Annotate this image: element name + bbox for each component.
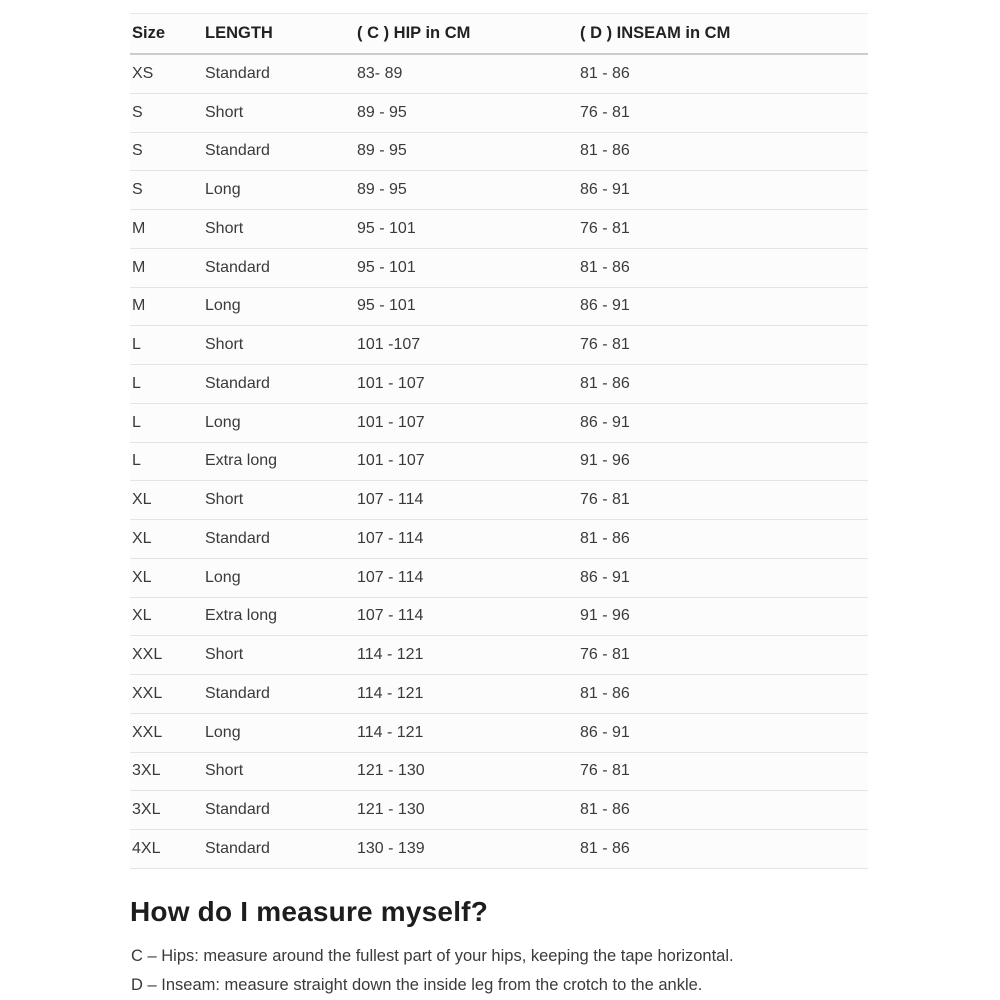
table-body — [130, 55, 868, 869]
cell-hip: 101 - 107 — [357, 374, 425, 392]
cell-hip: 107 - 114 — [357, 529, 424, 547]
cell-size: XS — [132, 64, 154, 82]
cell-length: Standard — [205, 801, 270, 819]
table-row — [130, 598, 868, 637]
table-row — [130, 443, 868, 482]
cell-length: Long — [205, 297, 241, 315]
cell-inseam: 81 - 86 — [580, 839, 630, 857]
cell-length: Short — [205, 762, 244, 780]
table-row — [130, 249, 868, 288]
cell-inseam: 91 - 96 — [580, 607, 630, 625]
cell-hip: 107 - 114 — [357, 568, 424, 586]
cell-hip: 89 - 95 — [357, 103, 407, 121]
cell-length: Standard — [205, 839, 270, 857]
cell-inseam: 86 - 91 — [580, 568, 630, 586]
cell-hip: 107 - 114 — [357, 491, 424, 509]
cell-inseam: 76 - 81 — [580, 491, 630, 509]
cell-hip: 130 - 139 — [357, 839, 425, 857]
cell-size: M — [132, 297, 146, 315]
table-row — [130, 326, 868, 365]
cell-size: L — [132, 452, 141, 470]
cell-size: XL — [132, 568, 152, 586]
table-row — [130, 55, 868, 94]
table-row — [130, 133, 868, 172]
cell-inseam: 86 - 91 — [580, 413, 630, 431]
cell-inseam: 91 - 96 — [580, 452, 630, 470]
cell-inseam: 81 - 86 — [580, 801, 630, 819]
cell-hip: 114 - 121 — [357, 723, 424, 741]
cell-size: 3XL — [132, 762, 161, 780]
cell-hip: 114 - 121 — [357, 646, 424, 664]
cell-size: XL — [132, 529, 152, 547]
cell-size: S — [132, 103, 143, 121]
cell-length: Short — [205, 219, 244, 237]
column-header-inseam: ( D ) INSEAM in CM — [580, 24, 731, 42]
cell-hip: 121 - 130 — [357, 762, 425, 780]
table-row — [130, 171, 868, 210]
table-row — [130, 675, 868, 714]
cell-length: Long — [205, 723, 241, 741]
table-row — [130, 404, 868, 443]
table-row — [130, 791, 868, 830]
cell-size: M — [132, 219, 146, 237]
cell-length: Short — [205, 646, 244, 664]
cell-hip: 95 - 101 — [357, 297, 416, 315]
cell-inseam: 76 - 81 — [580, 336, 630, 354]
cell-hip: 101 - 107 — [357, 413, 425, 431]
measure-instruction-inseam: D – Inseam: measure straight down the inside leg from the crotch to the ankle. — [131, 975, 703, 994]
cell-inseam: 81 - 86 — [580, 258, 630, 276]
cell-size: XXL — [132, 723, 163, 741]
cell-size: XL — [132, 491, 152, 509]
cell-inseam: 81 - 86 — [580, 374, 630, 392]
cell-length: Standard — [205, 64, 270, 82]
cell-length: Standard — [205, 529, 270, 547]
cell-size: M — [132, 258, 146, 276]
cell-length: Long — [205, 568, 241, 586]
table-row — [130, 714, 868, 753]
table-row — [130, 636, 868, 675]
cell-length: Standard — [205, 374, 270, 392]
table-row — [130, 365, 868, 404]
table-row — [130, 94, 868, 133]
column-header-hip: ( C ) HIP in CM — [357, 24, 471, 42]
section-heading: How do I measure myself? — [130, 895, 489, 927]
table-row — [130, 210, 868, 249]
cell-size: XXL — [132, 684, 163, 702]
table-row — [130, 288, 868, 327]
table-row — [130, 830, 868, 869]
cell-inseam: 76 - 81 — [580, 219, 630, 237]
cell-inseam: 86 - 91 — [580, 297, 630, 315]
cell-inseam: 81 - 86 — [580, 142, 630, 160]
cell-length: Long — [205, 181, 241, 199]
cell-hip: 89 - 95 — [357, 142, 407, 160]
cell-inseam: 86 - 91 — [580, 181, 630, 199]
cell-hip: 95 - 101 — [357, 219, 416, 237]
cell-hip: 95 - 101 — [357, 258, 416, 276]
cell-inseam: 76 - 81 — [580, 103, 630, 121]
cell-hip: 107 - 114 — [357, 607, 424, 625]
cell-length: Standard — [205, 684, 270, 702]
table-row — [130, 559, 868, 598]
cell-size: L — [132, 374, 141, 392]
column-header-length: LENGTH — [205, 24, 273, 42]
cell-length: Short — [205, 491, 244, 509]
cell-inseam: 81 - 86 — [580, 64, 630, 82]
cell-hip: 83- 89 — [357, 64, 403, 82]
cell-size: L — [132, 336, 141, 354]
cell-size: 4XL — [132, 839, 161, 857]
cell-size: S — [132, 142, 143, 160]
cell-size: L — [132, 413, 141, 431]
cell-size: S — [132, 181, 143, 199]
cell-hip: 89 - 95 — [357, 181, 407, 199]
table-row — [130, 481, 868, 520]
table-row — [130, 753, 868, 792]
cell-length: Short — [205, 336, 244, 354]
cell-length: Extra long — [205, 607, 278, 625]
cell-inseam: 76 - 81 — [580, 762, 630, 780]
cell-inseam: 81 - 86 — [580, 529, 630, 547]
cell-size: XL — [132, 607, 152, 625]
cell-length: Short — [205, 103, 244, 121]
size-chart-table — [130, 13, 868, 869]
cell-size: XXL — [132, 646, 163, 664]
cell-length: Standard — [205, 258, 270, 276]
cell-hip: 101 -107 — [357, 336, 421, 354]
measure-instruction-hips: C – Hips: measure around the fullest part of your hips, keeping the tape horizontal. — [131, 946, 734, 965]
cell-length: Standard — [205, 142, 270, 160]
cell-hip: 101 - 107 — [357, 452, 425, 470]
cell-length: Long — [205, 413, 241, 431]
cell-inseam: 86 - 91 — [580, 723, 630, 741]
table-header-row — [130, 14, 868, 55]
cell-size: 3XL — [132, 801, 161, 819]
cell-inseam: 81 - 86 — [580, 684, 630, 702]
cell-hip: 121 - 130 — [357, 801, 425, 819]
cell-hip: 114 - 121 — [357, 684, 424, 702]
column-header-size: Size — [132, 24, 166, 42]
content-column — [130, 13, 868, 1000]
table-row — [130, 520, 868, 559]
cell-inseam: 76 - 81 — [580, 646, 630, 664]
cell-length: Extra long — [205, 452, 278, 470]
